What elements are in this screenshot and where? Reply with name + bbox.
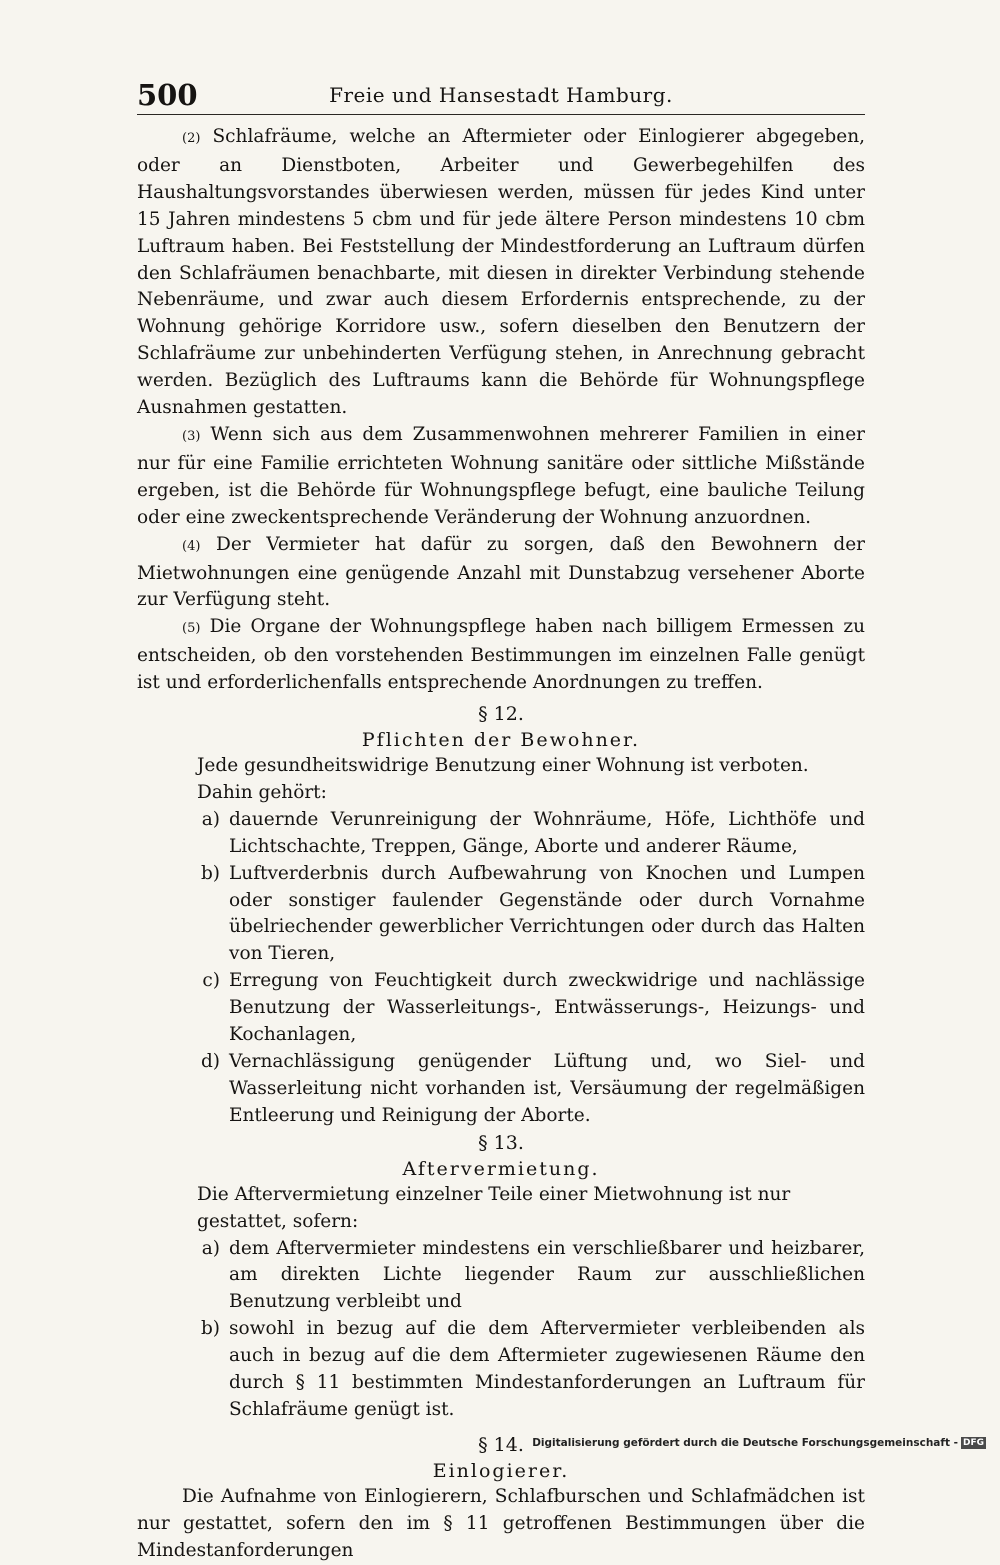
- paragraph-text: Wenn sich aus dem Zusammenwohnen mehrerer Familien in einer nur für eine Familie errichteten Wohnung sanitäre oder sittliche Mißstände ergeben, ist die Behörde für Wohnungspflege befugt, eine bauliche Teilung oder eine zweckentsprechende Veränderung der Wohnung anzuordnen.: [137, 423, 865, 528]
- section-13-number: § 13.: [478, 1131, 524, 1154]
- paragraph-5: [137, 614, 865, 697]
- list-item: [137, 1236, 865, 1317]
- paragraph-3: [137, 422, 865, 532]
- header-rule: [137, 114, 865, 115]
- list-item: [137, 861, 865, 969]
- item-label: b): [200, 1318, 220, 1340]
- paragraph-text: Die Organe der Wohnungspflege haben nach billigem Ermessen zu entscheiden, ob den vorstehenden Bestimmungen im einzelnen Falle genügt ist und erforderlichenfalls entsprechende Anordnungen zu treffen.: [137, 616, 865, 694]
- dfg-logo: DFG: [962, 1438, 984, 1448]
- section-12-intro-2: Dahin gehört:: [197, 781, 327, 803]
- section-14-number: § 14.: [478, 1433, 524, 1456]
- list-item: [137, 1316, 865, 1424]
- page-header: [137, 78, 865, 114]
- section-13-intro: Die Aftervermietung einzelner Teile einer Mietwohnung ist nur gestattet, sofern:: [197, 1183, 791, 1232]
- running-title: Freie und Hansestadt Hamburg.: [329, 83, 673, 107]
- paragraph-number: (2): [182, 131, 201, 146]
- section-14-heading: Einlogierer.: [432, 1459, 570, 1482]
- section-14-text: Die Aufnahme von Einlogierern, Schlafburschen und Schlafmädchen ist nur gestattet, sofern den im § 11 getroffenen Bestimmungen über die Mindestanforderungen: [137, 1485, 865, 1561]
- item-text: dauernde Verunreinigung der Wohnräume, Höfe, Lichthöfe und Lichtschachte, Treppen, Gänge, Aborte und anderer Räume,: [229, 808, 865, 857]
- item-text: sowohl in bezug auf die dem Aftervermieter verbleibenden als auch in bezug auf die dem Aftermieter zugewiesenen Räume den durch § 11 bestimmten Mindestanforderungen an Luftraum für Schlafräume genügt ist.: [229, 1318, 865, 1420]
- page-body: [137, 124, 865, 1565]
- paragraph-number: (3): [182, 428, 201, 444]
- section-12-heading: Pflichten der Bewohner.: [361, 729, 641, 752]
- digitization-footer: [532, 1437, 986, 1449]
- section-13-heading: Aftervermietung.: [402, 1157, 600, 1180]
- paragraph-text: Schlafräume, welche an Aftermieter oder Einlogierer abgegeben, oder an Dienstboten, Arbeiter und Gewerbegehilfen des Haushaltungsvorstandes überwiesen werden, müssen für jedes Kind unter 15 Jahren mindestens 5 cbm und für jede ältere Person mindestens 10 cbm Luftraum haben. Bei Feststellung der Mindestforderung an Luftraum dürfen den Schlafräumen benachbarte, mit diesen in direkter Verbindung stehende Nebenräume, und zwar auch diesem Erfordernis entsprechende, zu der Wohnung gehörige Korridore usw., sofern dieselben den Benutzern der Schlafräume zur unbehinderten Verfügung stehen, in Anrechnung gebracht werden. Bezüglich des Luftraums kann die Behörde für Wohnungspflege Ausnahmen gestatten.: [137, 126, 865, 419]
- item-label: d): [200, 1051, 220, 1072]
- footer-text: Digitalisierung gefördert durch die Deutsche Forschungsgemeinschaft -: [532, 1437, 958, 1449]
- item-label: a): [201, 1237, 220, 1259]
- item-label: b): [200, 862, 220, 884]
- item-text: Erregung von Feuchtigkeit durch zweckwidrige und nachlässige Benutzung der Wasserleitungs-, Entwässerungs-, Heizungs- und Kochanlagen,: [229, 970, 865, 1046]
- item-text: Luftverderbnis durch Aufbewahrung von Knochen und Lumpen oder sonstiger faulender Gegenstände oder durch Vornahme übelriechender gewerblicher Verrichtungen oder durch das Halten von Tieren,: [229, 862, 865, 965]
- list-item: [137, 807, 865, 861]
- paragraph-number: (4): [182, 538, 201, 554]
- paragraph-2: [137, 124, 865, 422]
- paragraph-4: [137, 532, 865, 615]
- paragraph-text: Der Vermieter hat dafür zu sorgen, daß den Bewohnern der Mietwohnungen eine genügende Anzahl mit Dunstabzug versehener Aborte zur Verfügung steht.: [137, 533, 865, 611]
- item-text: dem Aftervermieter mindestens ein verschließbarer und heizbarer, am direkten Lichte liegender Raum zur ausschließlichen Benutzung verbleibt und: [229, 1237, 865, 1313]
- page-number: 500: [137, 78, 198, 112]
- list-item: [137, 1049, 865, 1130]
- item-text: Vernachlässigung genügender Lüftung und, wo Siel- und Wasserleitung nicht vorhanden ist, Versäumung der regelmäßigen Entleerung und Reinigung der Aborte.: [229, 1051, 865, 1126]
- section-12-intro: Jede gesundheitswidrige Benutzung einer Wohnung ist verboten.: [197, 755, 809, 777]
- item-label: a): [201, 808, 220, 830]
- list-item: [137, 968, 865, 1049]
- section-12-number: § 12.: [478, 703, 524, 726]
- paragraph-number: (5): [182, 621, 201, 637]
- item-label: c): [202, 970, 220, 992]
